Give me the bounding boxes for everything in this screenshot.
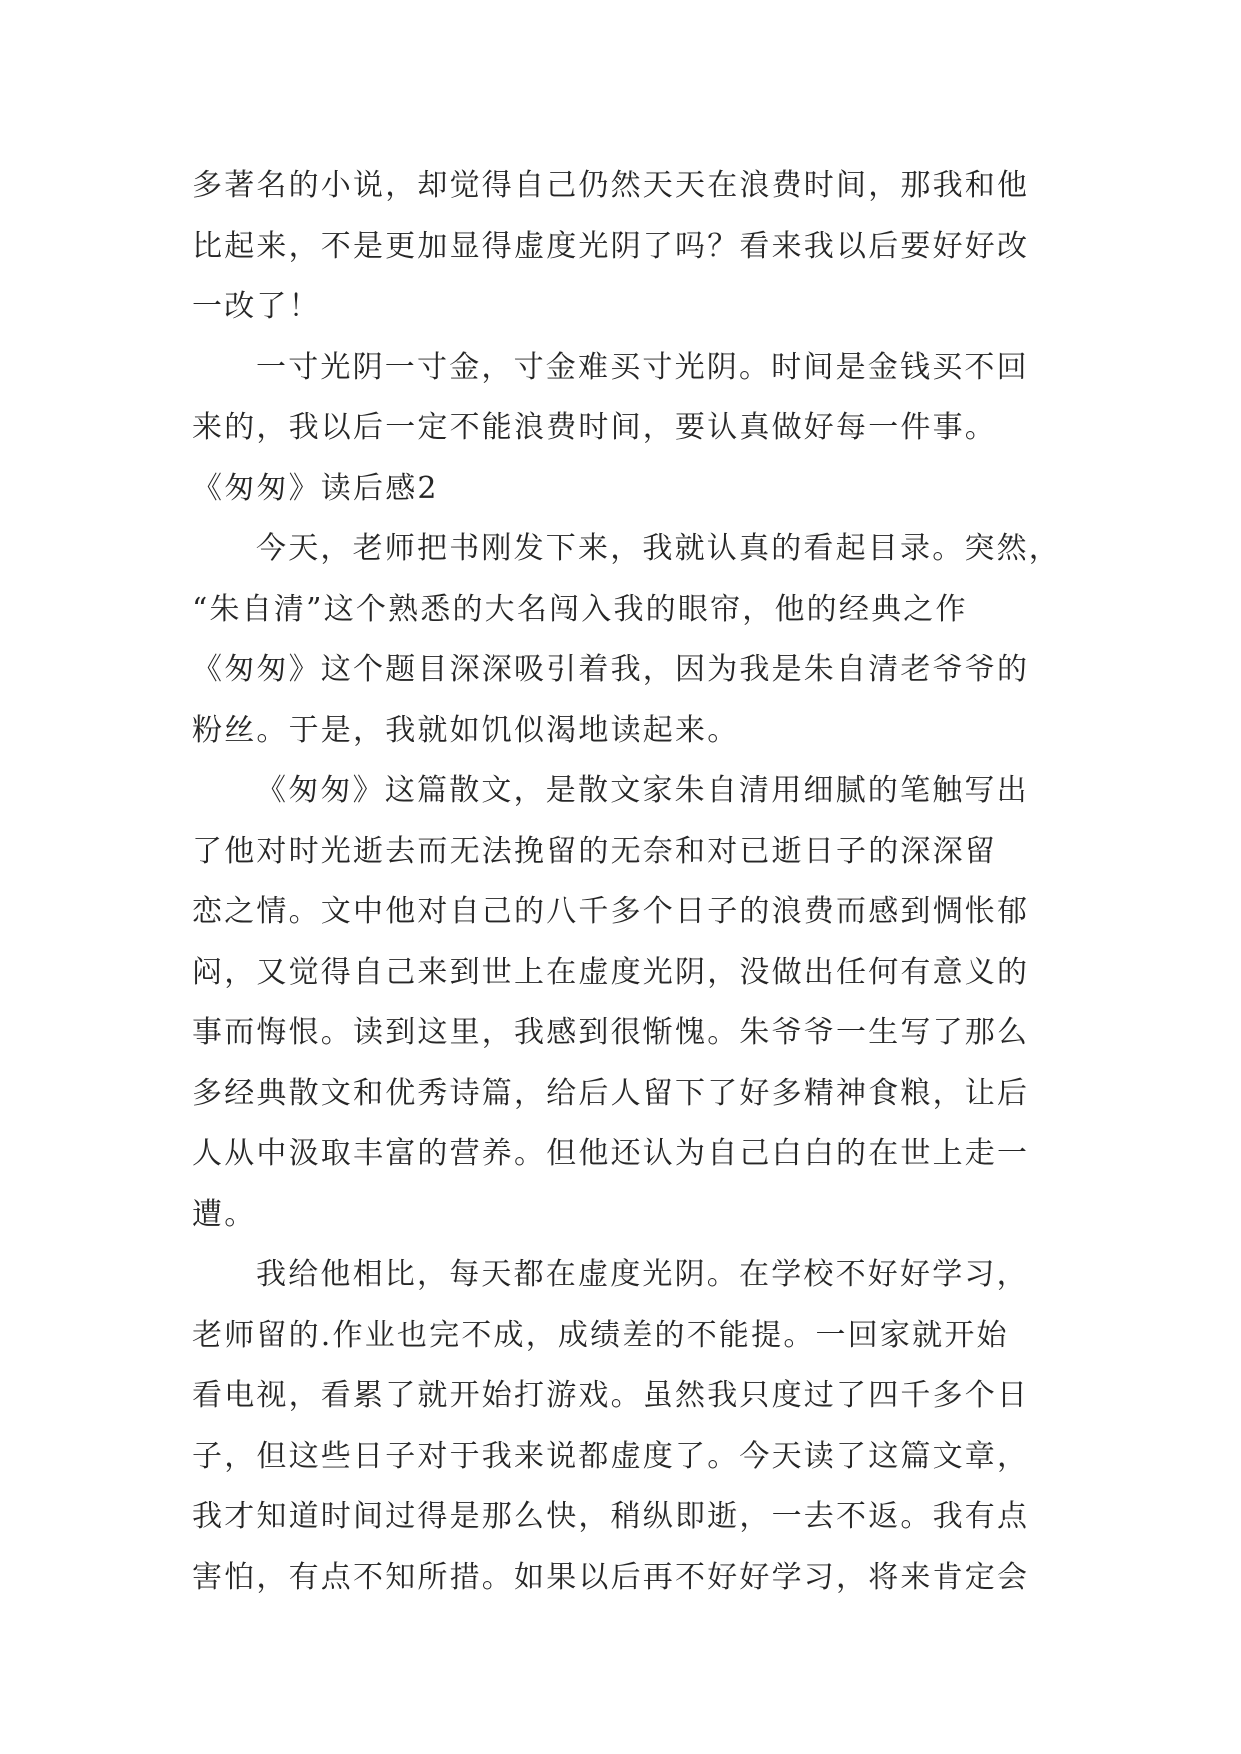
text-line: 人从中汲取丰富的营养。但他还认为自己白白的在世上走一 <box>192 1136 1030 1171</box>
text-line: “朱自清”这个熟悉的大名闯入我的眼帘，他的经典之作 <box>192 591 968 627</box>
text-line: 多著名的小说，却觉得自己仍然天天在浪费时间，那我和他 <box>192 168 1030 203</box>
text-line: 子，但这些日子对于我来说都虚度了。今天读了这篇文章， <box>192 1438 1030 1474</box>
paragraph-first-line: 今天，老师把书刚发下来，我就认真的看起目录。突然， <box>256 531 1061 566</box>
section-heading: 《匆匆》读后感2 <box>192 470 439 506</box>
text-line: 粉丝。于是，我就如饥似渴地读起来。 <box>192 712 740 748</box>
text-line: 遭。 <box>192 1196 257 1232</box>
text-line: 看电视，看累了就开始打游戏。虽然我只度过了四千多个日 <box>192 1378 1030 1413</box>
text-line: 多经典散文和优秀诗篇，给后人留下了好多精神食粮，让后 <box>192 1075 1030 1111</box>
document-body <box>192 156 1061 1608</box>
paragraph-first-line: 《匆匆》这篇散文，是散文家朱自清用细腻的笔触写出 <box>256 773 1029 808</box>
text-line: 比起来，不是更加显得虚度光阴了吗？看来我以后要好好改 <box>192 228 1030 264</box>
paragraph-first-line: 我给他相比，每天都在虚度光阴。在学校不好好学习， <box>256 1257 1029 1292</box>
text-line: 事而悔恨。读到这里，我感到很惭愧。朱爷爷一生写了那么 <box>192 1015 1030 1050</box>
text-line: 一改了！ <box>192 289 321 324</box>
text-line: 恋之情。文中他对自己的八千多个日子的浪费而感到惆怅郁 <box>192 894 1030 929</box>
text-line: 害怕，有点不知所措。如果以后再不好好学习，将来肯定会 <box>192 1559 1030 1595</box>
text-line: 了他对时光逝去而无法挽留的无奈和对已逝日子的深深留 <box>192 833 997 869</box>
text-line: 老师留的.作业也完不成，成绩差的不能提。一回家就开始 <box>192 1317 1009 1353</box>
paragraph-first-line: 一寸光阴一寸金，寸金难买寸光阴。时间是金钱买不回 <box>256 349 1029 385</box>
text-line: 我才知道时间过得是那么快，稍纵即逝，一去不返。我有点 <box>192 1499 1030 1534</box>
text-line: 来的，我以后一定不能浪费时间，要认真做好每一件事。 <box>192 410 997 445</box>
text-line: 闷，又觉得自己来到世上在虚度光阴，没做出任何有意义的 <box>192 954 1030 990</box>
text-line: 《匆匆》这个题目深深吸引着我，因为我是朱自清老爷爷的 <box>192 652 1030 687</box>
